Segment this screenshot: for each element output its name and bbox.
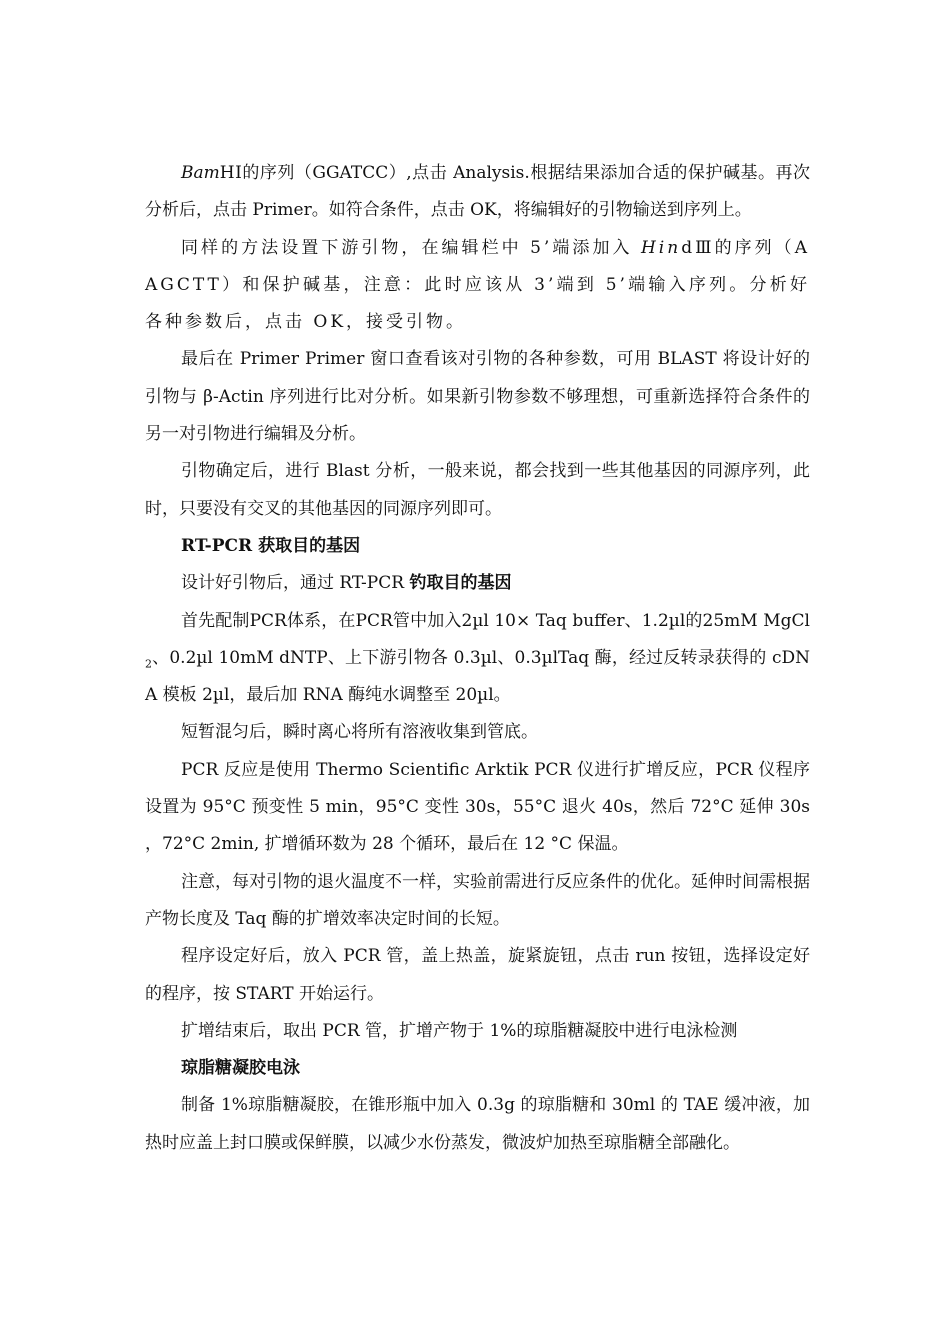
paragraph-bold-text: 钓取目的基因 [409,573,512,594]
enzyme-name-suffix: dⅢ [681,237,715,258]
enzyme-name-italic: Hin [640,237,682,258]
paragraph-mix-centrifuge: 短暂混匀后，瞬时离心将所有溶液收集到管底。 [181,722,538,743]
paragraph-text: 同样的方法设置下游引物，在编辑栏中 5’端添加入 [181,237,641,258]
paragraph-text: 、0.2µl 10mM dNTP、上下游引物各 0.3µl、0.3µlTaq 酶，经过反转录获得的 cDNA 模板 2µl，最后加 RNA 酶纯水调整至 20µl。 [145,647,810,706]
section-heading-electrophoresis: 琼脂糖凝胶电泳 [181,1058,300,1079]
paragraph-blast: 引物确定后，进行 Blast 分析，一般来说，都会找到一些其他基因的同源序列，此时，只要没有交叉的其他基因的同源序列即可。 [145,461,810,519]
paragraph-run-program: 程序设定好后，放入 PCR 管，盖上热盖，旋紧旋钮，点击 run 按钮，选择设定好的程序，按 START 开始运行。 [145,946,810,1004]
paragraph-primer-window: 最后在 Primer Primer 窗口查看该对引物的各种参数，可用 BLAST 将设计好的引物与 β-Actin 序列进行比对分析。如果新引物参数不够理想，可重新选择符合条件的另一对引物进行编辑及分析。 [145,349,810,445]
enzyme-name-italic: Bam [181,163,220,183]
paragraph-bamhi-analysis [145,155,810,230]
paragraph-annealing-note: 注意，每对引物的退火温度不一样，实验前需进行反应条件的优化。延伸时间需根据产物长度及 Taq 酶的扩增效率决定时间的长短。 [145,871,810,929]
paragraph-amplification-end: 扩增结束后，取出 PCR 管，扩增产物于 1%的琼脂糖凝胶中进行电泳检测 [181,1020,738,1041]
paragraph-downstream-primer [145,230,810,342]
section-heading-rt-pcr: RT-PCR 获取目的基因 [181,535,361,556]
paragraph-pcr-program: PCR 反应是使用 Thermo Scientific Arktik PCR 仪进行扩增反应，PCR 仪程序设置为 95°C 预变性 5 min，95°C 变性 30s，55°C 退火 40s，然后 72°C 延伸 30s ，72°C 2min, 扩增循环数为 28 个循环，最后在 12 °C 保温。 [145,759,810,855]
paragraph-text: 的序列（AAGCTT）和保护碱基，注意：此时应该从 3’端到 5’端输入序列。分析好各种参数后，点击 OK，接受引物。 [145,237,810,333]
paragraph-gel-preparation: 制备 1%琼脂糖凝胶，在锥形瓶中加入 0.3g 的琼脂糖和 30ml 的 TAE 缓冲液，加热时应盖上封口膜或保鲜膜，以减少水份蒸发，微波炉加热至琼脂糖全部融化。 [145,1095,810,1153]
paragraph-pcr-system [145,603,810,715]
paragraph-rt-pcr-intro [145,565,810,602]
document-page [145,155,810,1162]
paragraph-text: 设计好引物后，通过 RT-PCR [181,573,410,594]
paragraph-text: 首先配制PCR体系，在PCR管中加入2µl 10× Taq buffer、1.2µl的25mM MgCl [181,610,810,631]
enzyme-name-suffix: HⅠ [219,163,243,183]
paragraph-text: 的序列（GGATCC）,点击 Analysis.根据结果添加合适的保护碱基。再次分析后，点击 Primer。如符合条件，点击 OK，将编辑好的引物输送到序列上。 [145,163,811,221]
subscript-2: 2 [145,657,152,671]
